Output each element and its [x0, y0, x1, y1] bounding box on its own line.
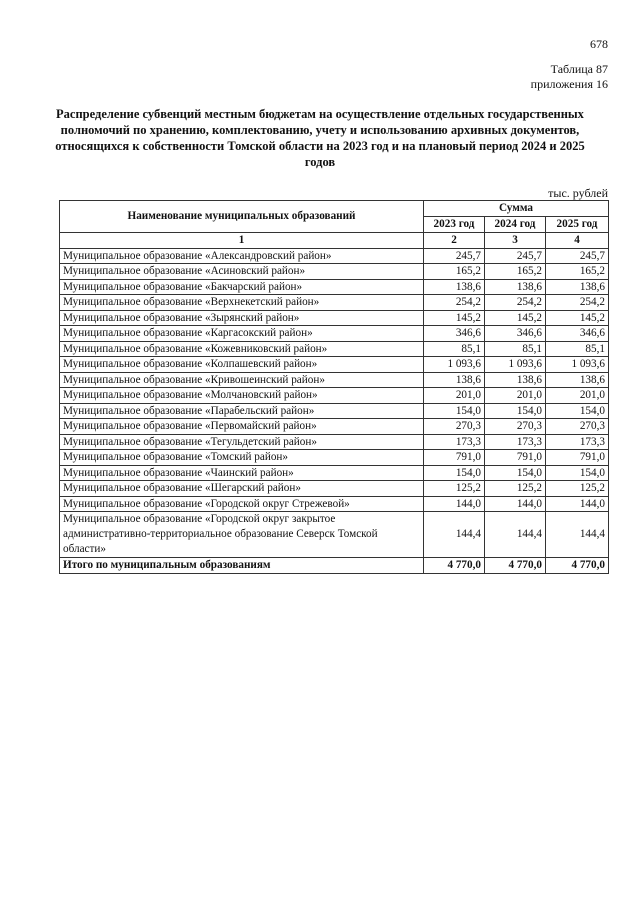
value-2025: 85,1	[546, 341, 609, 357]
units-label: тыс. рублей	[548, 186, 608, 200]
column-number: 2	[424, 233, 485, 249]
municipality-name: Муниципальное образование «Молчановский район»	[60, 388, 424, 404]
value-2023: 85,1	[424, 341, 485, 357]
value-2023: 145,2	[424, 310, 485, 326]
table-row	[60, 310, 609, 326]
value-2023: 154,0	[424, 403, 485, 419]
header-year-2025: 2025 год	[546, 217, 609, 233]
value-2024: 145,2	[485, 310, 546, 326]
total-row	[60, 558, 609, 574]
value-2024: 254,2	[485, 295, 546, 311]
value-2024: 125,2	[485, 481, 546, 497]
value-2023: 254,2	[424, 295, 485, 311]
municipality-name: Муниципальное образование «Каргасокский район»	[60, 326, 424, 342]
value-2025: 270,3	[546, 419, 609, 435]
value-2024: 173,3	[485, 434, 546, 450]
total-value-2024: 4 770,0	[485, 558, 546, 574]
value-2024: 791,0	[485, 450, 546, 466]
municipality-name: Муниципальное образование «Верхнекетский район»	[60, 295, 424, 311]
table-row	[60, 295, 609, 311]
table-row	[60, 357, 609, 373]
municipality-name: Муниципальное образование «Зырянский район»	[60, 310, 424, 326]
table-row	[60, 326, 609, 342]
subsidies-table	[59, 200, 609, 574]
column-number: 1	[60, 233, 424, 249]
table-row	[60, 372, 609, 388]
header-year-2023: 2023 год	[424, 217, 485, 233]
municipality-name: Муниципальное образование «Колпашевский район»	[60, 357, 424, 373]
value-2025: 144,4	[546, 512, 609, 558]
municipality-name: Муниципальное образование «Кривошеинский район»	[60, 372, 424, 388]
value-2025: 138,6	[546, 279, 609, 295]
value-2025: 791,0	[546, 450, 609, 466]
total-value-2023: 4 770,0	[424, 558, 485, 574]
municipality-name: Муниципальное образование «Асиновский район»	[60, 264, 424, 280]
table-row	[60, 264, 609, 280]
header-municipality-name: Наименование муниципальных образований	[60, 201, 424, 233]
table-row	[60, 279, 609, 295]
value-2023: 1 093,6	[424, 357, 485, 373]
value-2025: 138,6	[546, 372, 609, 388]
table-row	[60, 419, 609, 435]
value-2023: 346,6	[424, 326, 485, 342]
column-number: 3	[485, 233, 546, 249]
header-sum: Сумма	[424, 201, 609, 217]
value-2023: 138,6	[424, 372, 485, 388]
value-2024: 346,6	[485, 326, 546, 342]
municipality-name: Муниципальное образование «Парабельский район»	[60, 403, 424, 419]
table-row	[60, 450, 609, 466]
value-2024: 201,0	[485, 388, 546, 404]
value-2024: 138,6	[485, 279, 546, 295]
value-2023: 245,7	[424, 248, 485, 264]
value-2025: 145,2	[546, 310, 609, 326]
value-2024: 144,4	[485, 512, 546, 558]
header-year-2024: 2024 год	[485, 217, 546, 233]
value-2025: 165,2	[546, 264, 609, 280]
page-number: 678	[590, 37, 608, 51]
value-2024: 245,7	[485, 248, 546, 264]
value-2025: 245,7	[546, 248, 609, 264]
table-row	[60, 388, 609, 404]
value-2023: 144,4	[424, 512, 485, 558]
municipality-name: Муниципальное образование «Городской округ Стрежевой»	[60, 496, 424, 512]
municipality-name: Муниципальное образование «Шегарский район»	[60, 481, 424, 497]
municipality-name: Муниципальное образование «Чаинский район»	[60, 465, 424, 481]
table-caption-appendix: приложения 16	[530, 77, 608, 91]
value-2025: 144,0	[546, 496, 609, 512]
value-2023: 791,0	[424, 450, 485, 466]
value-2025: 1 093,6	[546, 357, 609, 373]
document-title: Распределение субвенций местным бюджетам на осуществление отдельных государственных полномочий по хранению, комплектованию, учету и использованию архивных документов, относящихся к собственности Томской области на 2023 год и на плановый период 2024 и 2025 годов	[55, 107, 585, 169]
table-caption	[531, 62, 608, 92]
table-row	[60, 403, 609, 419]
value-2024: 85,1	[485, 341, 546, 357]
value-2023: 270,3	[424, 419, 485, 435]
value-2025: 125,2	[546, 481, 609, 497]
value-2024: 154,0	[485, 403, 546, 419]
value-2025: 154,0	[546, 465, 609, 481]
value-2023: 201,0	[424, 388, 485, 404]
value-2024: 144,0	[485, 496, 546, 512]
value-2023: 144,0	[424, 496, 485, 512]
table-row	[60, 481, 609, 497]
municipality-name: Муниципальное образование «Тегульдетский район»	[60, 434, 424, 450]
value-2025: 154,0	[546, 403, 609, 419]
value-2024: 154,0	[485, 465, 546, 481]
table-row	[60, 496, 609, 512]
value-2023: 165,2	[424, 264, 485, 280]
table-row	[60, 248, 609, 264]
municipality-name: Муниципальное образование «Томский район»	[60, 450, 424, 466]
municipality-name: Муниципальное образование «Бакчарский район»	[60, 279, 424, 295]
table-row	[60, 512, 609, 558]
value-2024: 138,6	[485, 372, 546, 388]
municipality-name: Муниципальное образование «Кожевниковский район»	[60, 341, 424, 357]
value-2024: 270,3	[485, 419, 546, 435]
value-2025: 254,2	[546, 295, 609, 311]
total-value-2025: 4 770,0	[546, 558, 609, 574]
table-row	[60, 434, 609, 450]
municipality-name: Муниципальное образование «Городской округ закрытое административно-территориальное образование Северск Томской области»	[60, 512, 424, 558]
table-row	[60, 341, 609, 357]
value-2023: 125,2	[424, 481, 485, 497]
table-body	[60, 248, 609, 558]
value-2023: 138,6	[424, 279, 485, 295]
municipality-name: Муниципальное образование «Александровский район»	[60, 248, 424, 264]
value-2023: 173,3	[424, 434, 485, 450]
total-label: Итого по муниципальным образованиям	[60, 558, 424, 574]
value-2024: 1 093,6	[485, 357, 546, 373]
table-caption-number: Таблица 87	[550, 62, 608, 76]
value-2025: 173,3	[546, 434, 609, 450]
value-2023: 154,0	[424, 465, 485, 481]
value-2025: 346,6	[546, 326, 609, 342]
column-number: 4	[546, 233, 609, 249]
value-2025: 201,0	[546, 388, 609, 404]
municipality-name: Муниципальное образование «Первомайский район»	[60, 419, 424, 435]
value-2024: 165,2	[485, 264, 546, 280]
table-row	[60, 465, 609, 481]
